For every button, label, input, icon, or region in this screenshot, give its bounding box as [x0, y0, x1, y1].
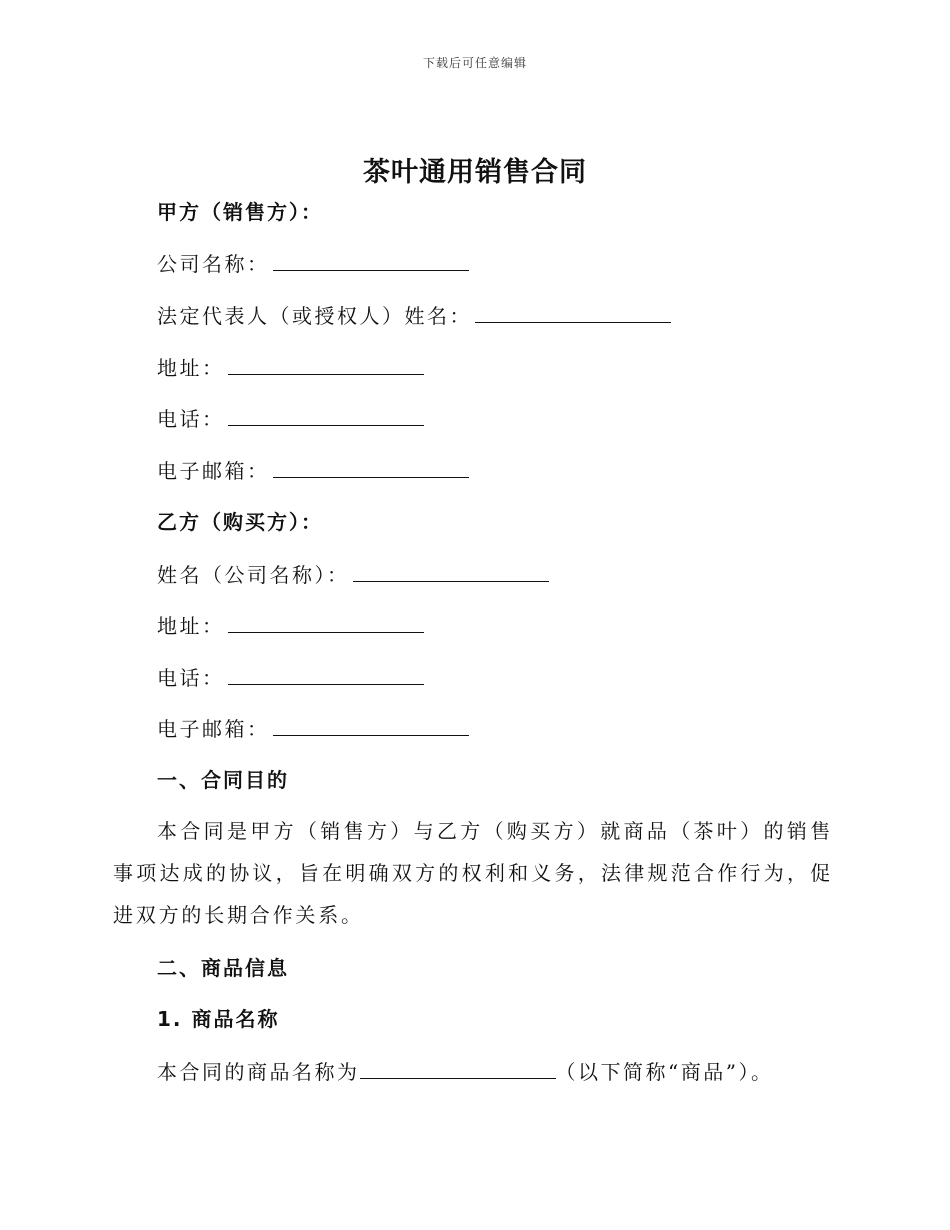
- party-a-email-blank[interactable]: [273, 455, 469, 478]
- party-b-address-label: 地址：: [157, 614, 225, 638]
- document-title: 茶叶通用销售合同: [363, 157, 587, 188]
- party-b-phone-row: [157, 662, 424, 693]
- party-a-rep-row: [157, 300, 671, 331]
- party-a-address-blank[interactable]: [228, 352, 424, 375]
- party-a-heading: 甲方（销售方）：: [157, 200, 323, 224]
- product-name-row: [157, 1056, 773, 1087]
- party-a-rep-blank[interactable]: [475, 300, 671, 323]
- product-name-suffix: （以下简称“商品”）。: [555, 1060, 774, 1084]
- section2-sub1-heading: 1. 商品名称: [157, 1007, 280, 1031]
- party-a-company-label: 公司名称：: [157, 252, 270, 276]
- party-b-address-row: [157, 610, 424, 641]
- party-a-address-label: 地址：: [157, 356, 225, 380]
- party-b-name-label: 姓名（公司名称）：: [157, 563, 350, 587]
- product-name-blank[interactable]: [360, 1056, 556, 1079]
- party-b-heading: 乙方（购买方）：: [157, 510, 323, 534]
- party-b-phone-blank[interactable]: [228, 662, 424, 685]
- party-a-company-blank[interactable]: [273, 248, 469, 271]
- party-a-phone-row: [157, 403, 424, 434]
- party-b-address-blank[interactable]: [228, 610, 424, 633]
- party-a-address-row: [157, 352, 424, 383]
- party-b-email-label: 电子邮箱：: [157, 717, 270, 741]
- party-a-rep-label: 法定代表人（或授权人）姓名：: [157, 304, 472, 328]
- party-b-email-row: [157, 713, 469, 744]
- product-name-prefix: 本合同的商品名称为: [157, 1060, 360, 1084]
- header-note: 下载后可任意编辑: [422, 56, 527, 70]
- party-a-phone-label: 电话：: [157, 407, 225, 431]
- section1-body: 本合同是甲方（销售方）与乙方（购买方）就商品（茶叶）的销售事项达成的协议，旨在明确双方的权利和义务，法律规范合作行为，促进双方的长期合作关系。: [113, 819, 833, 927]
- section2-heading: 二、商品信息: [157, 956, 289, 980]
- party-a-phone-blank[interactable]: [228, 403, 424, 426]
- party-b-email-blank[interactable]: [273, 713, 469, 736]
- section1-heading: 一、合同目的: [157, 768, 289, 792]
- party-a-email-label: 电子邮箱：: [157, 459, 270, 483]
- party-a-company-row: [157, 248, 469, 279]
- party-b-phone-label: 电话：: [157, 666, 225, 690]
- party-a-email-row: [157, 455, 469, 486]
- party-b-name-blank[interactable]: [353, 559, 549, 582]
- party-b-name-row: [157, 559, 549, 590]
